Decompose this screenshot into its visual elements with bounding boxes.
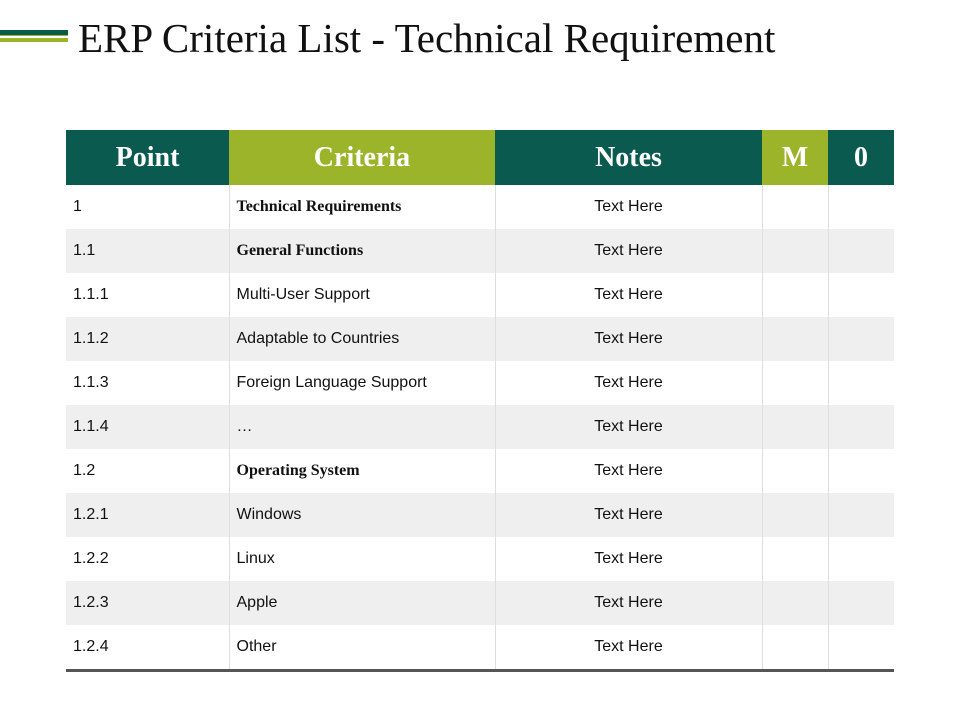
cell-criteria: Operating System bbox=[229, 449, 495, 493]
cell-criteria: Apple bbox=[229, 581, 495, 625]
table-row bbox=[66, 273, 894, 317]
table-row bbox=[66, 493, 894, 537]
cell-0 bbox=[828, 317, 894, 361]
cell-criteria: … bbox=[229, 405, 495, 449]
table-row bbox=[66, 185, 894, 229]
cell-criteria: Adaptable to Countries bbox=[229, 317, 495, 361]
table-row bbox=[66, 361, 894, 405]
cell-m bbox=[762, 361, 828, 405]
table-row bbox=[66, 449, 894, 493]
header-m: M bbox=[762, 130, 828, 185]
header-criteria: Criteria bbox=[229, 130, 495, 185]
cell-0 bbox=[828, 229, 894, 273]
cell-0 bbox=[828, 493, 894, 537]
cell-criteria: Technical Requirements bbox=[229, 185, 495, 229]
cell-criteria: Windows bbox=[229, 493, 495, 537]
cell-notes: Text Here bbox=[495, 361, 762, 405]
header-row bbox=[66, 130, 894, 185]
table-row bbox=[66, 625, 894, 671]
table-header bbox=[66, 130, 894, 185]
cell-0 bbox=[828, 625, 894, 671]
cell-notes: Text Here bbox=[495, 317, 762, 361]
cell-notes: Text Here bbox=[495, 625, 762, 671]
cell-criteria: Linux bbox=[229, 537, 495, 581]
cell-m bbox=[762, 493, 828, 537]
cell-point: 1.2.1 bbox=[66, 493, 229, 537]
cell-point: 1.1.2 bbox=[66, 317, 229, 361]
header-point: Point bbox=[66, 130, 229, 185]
cell-0 bbox=[828, 581, 894, 625]
cell-point: 1.1.3 bbox=[66, 361, 229, 405]
cell-notes: Text Here bbox=[495, 229, 762, 273]
cell-point: 1.2 bbox=[66, 449, 229, 493]
cell-m bbox=[762, 185, 828, 229]
slide-title: ERP Criteria List - Technical Requirement bbox=[78, 15, 776, 61]
cell-point: 1.1.4 bbox=[66, 405, 229, 449]
cell-point: 1.1 bbox=[66, 229, 229, 273]
cell-criteria: Foreign Language Support bbox=[229, 361, 495, 405]
cell-0 bbox=[828, 405, 894, 449]
cell-m bbox=[762, 317, 828, 361]
title-accent-divider bbox=[0, 36, 68, 38]
cell-point: 1 bbox=[66, 185, 229, 229]
cell-criteria: Multi-User Support bbox=[229, 273, 495, 317]
cell-point: 1.2.3 bbox=[66, 581, 229, 625]
cell-m bbox=[762, 273, 828, 317]
cell-point: 1.2.2 bbox=[66, 537, 229, 581]
table-row bbox=[66, 229, 894, 273]
cell-criteria: Other bbox=[229, 625, 495, 671]
cell-m bbox=[762, 405, 828, 449]
cell-m bbox=[762, 449, 828, 493]
criteria-table bbox=[66, 130, 894, 672]
table-row bbox=[66, 537, 894, 581]
table-body bbox=[66, 185, 894, 671]
cell-m bbox=[762, 625, 828, 671]
table-row bbox=[66, 317, 894, 361]
table-row bbox=[66, 405, 894, 449]
cell-notes: Text Here bbox=[495, 405, 762, 449]
cell-point: 1.1.1 bbox=[66, 273, 229, 317]
cell-0 bbox=[828, 537, 894, 581]
table-row bbox=[66, 581, 894, 625]
cell-0 bbox=[828, 361, 894, 405]
cell-notes: Text Here bbox=[495, 493, 762, 537]
cell-0 bbox=[828, 449, 894, 493]
cell-0 bbox=[828, 273, 894, 317]
cell-notes: Text Here bbox=[495, 537, 762, 581]
cell-notes: Text Here bbox=[495, 449, 762, 493]
cell-notes: Text Here bbox=[495, 185, 762, 229]
cell-0 bbox=[828, 185, 894, 229]
cell-m bbox=[762, 537, 828, 581]
cell-m bbox=[762, 229, 828, 273]
cell-point: 1.2.4 bbox=[66, 625, 229, 671]
cell-notes: Text Here bbox=[495, 273, 762, 317]
header-0: 0 bbox=[828, 130, 894, 185]
cell-criteria: General Functions bbox=[229, 229, 495, 273]
cell-m bbox=[762, 581, 828, 625]
cell-notes: Text Here bbox=[495, 581, 762, 625]
header-notes: Notes bbox=[495, 130, 762, 185]
